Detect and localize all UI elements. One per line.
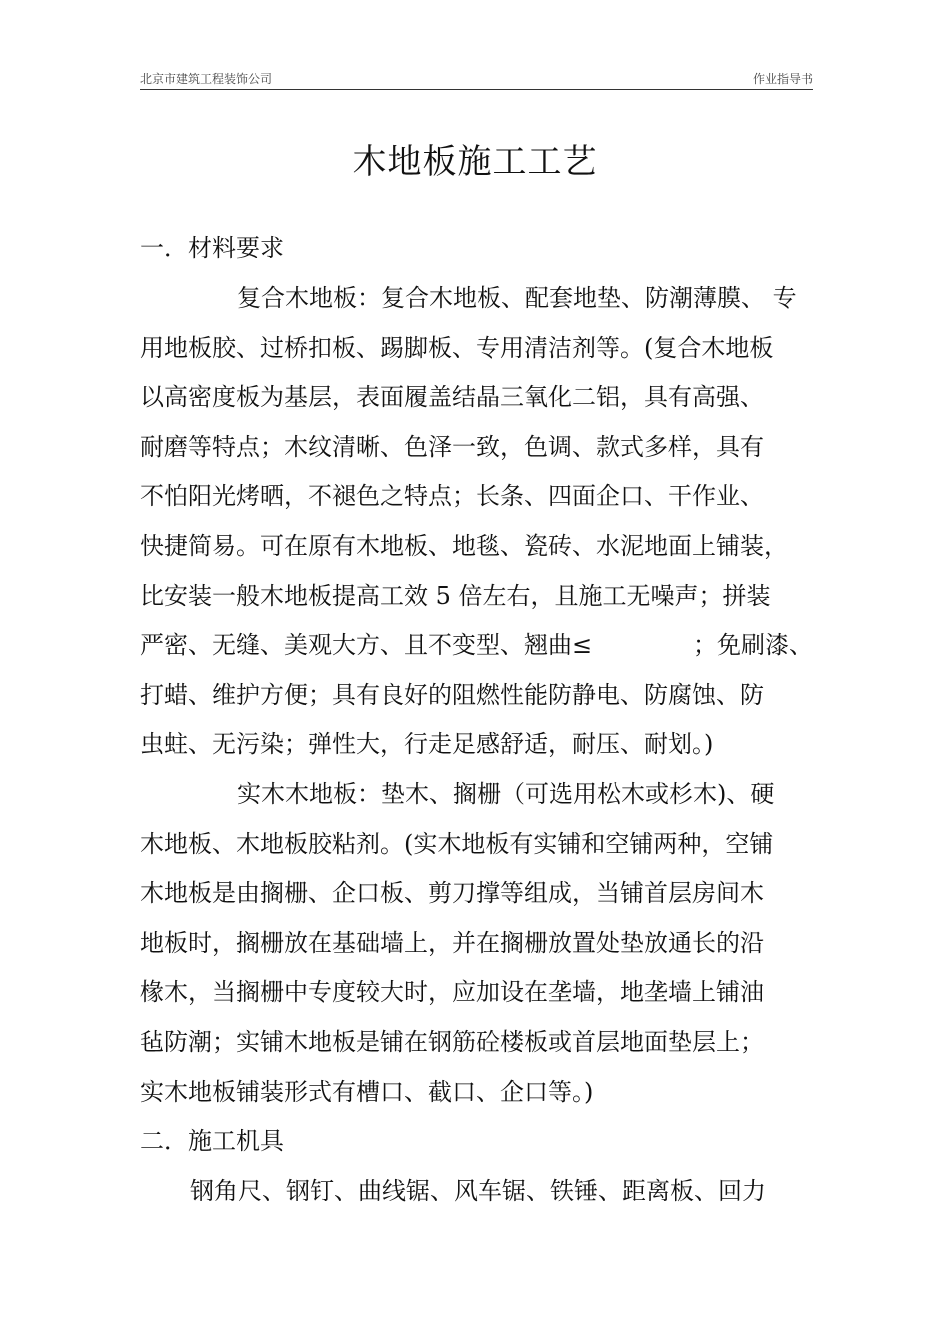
paragraph-line: 以高密度板为基层，表面履盖结晶三氧化二铝，具有高强、: [140, 383, 764, 412]
document-title: 木地板施工工艺: [352, 142, 598, 182]
paragraph-line: 复合木地板：复合木地板、配套地垫、防潮薄膜、 专: [237, 284, 797, 312]
paragraph-line: 虫蛀、无污染；弹性大，行走足感舒适，耐压、耐划。): [140, 730, 714, 759]
header-company: 北京市建筑工程装饰公司: [140, 72, 273, 86]
paragraph-line-part: ；免刷漆、: [693, 631, 813, 660]
header-doc-type: 作业指导书: [752, 72, 813, 86]
section-heading-materials: 一．材料要求: [140, 234, 284, 262]
paragraph-line: 实木地板铺装形式有槽口、截口、企口等。): [140, 1077, 594, 1106]
paragraph-line: 快捷简易。可在原有木地板、地毯、瓷砖、水泥地面上铺装，: [140, 531, 788, 560]
paragraph-line: 钢角尺、钢钉、曲线锯、风车锯、铁锤、距离板、回力: [190, 1177, 766, 1206]
paragraph-line: [140, 621, 813, 671]
paragraph-line: 耐磨等特点；木纹清晰、色泽一致，色调、款式多样，具有: [140, 432, 764, 461]
paragraph-line: 毡防潮；实铺木地板是铺在钢筋砼楼板或首层地面垫层上；: [140, 1027, 764, 1056]
paragraph-line: 木地板、木地板胶粘剂。(实木地板有实铺和空铺两种，空铺: [140, 829, 774, 858]
document-body: [140, 224, 813, 1217]
section-heading-tools: 二．施工机具: [140, 1127, 284, 1156]
paragraph-line: 比安装一般木地板提高工效 5 倍左右，且施工无噪声；拼装: [140, 581, 771, 610]
paragraph-line: 实木木地板：垫木、搁栅（可选用松木或杉木)、硬: [237, 779, 775, 808]
paragraph-line-part: 严密、无缝、美观大方、且不变型、翘曲≤: [140, 631, 593, 660]
paragraph-line: 用地板胶、过桥扣板、踢脚板、专用清洁剂等。(复合木地板: [140, 333, 774, 362]
paragraph-line: 地板时，搁栅放在基础墙上，并在搁栅放置处垫放通长的沿: [140, 928, 764, 957]
paragraph-line: 不怕阳光烤晒，不褪色之特点；长条、四面企口、干作业、: [140, 482, 764, 511]
paragraph-line: 木地板是由搁栅、企口板、剪刀撑等组成，当铺首层房间木: [140, 879, 764, 908]
paragraph-line: 打蜡、维护方便；具有良好的阻燃性能防静电、防腐蚀、防: [140, 680, 764, 709]
page-header: [140, 68, 813, 90]
paragraph-line: 椽木，当搁栅中专度较大时，应加设在垄墙，地垄墙上铺油: [140, 978, 764, 1007]
